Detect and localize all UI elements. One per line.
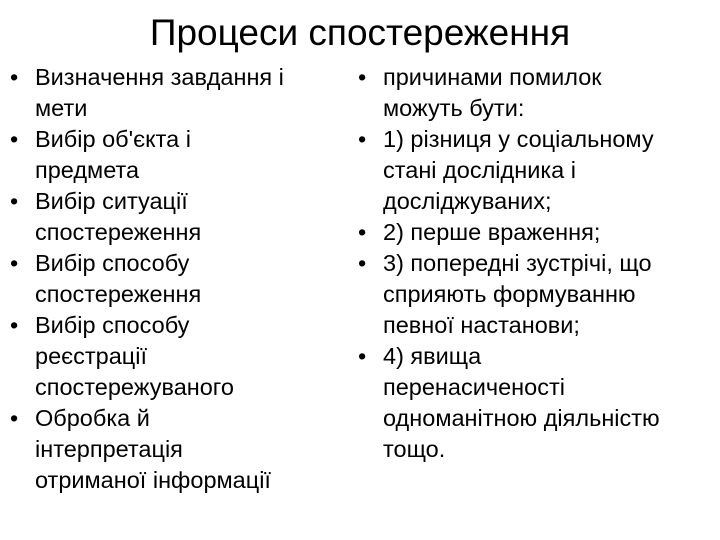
list-item-text-line: реєстрації xyxy=(35,343,147,369)
list-item-text-line: перенасиченості xyxy=(383,374,565,400)
list-item-text-line: досліджуваних; xyxy=(383,188,552,214)
bullet-icon: • xyxy=(10,312,19,338)
left-list-item xyxy=(10,248,350,310)
right-list-item xyxy=(358,62,716,124)
list-item-text-line: спостереження xyxy=(35,281,202,307)
list-item-text-line: предмета xyxy=(35,157,140,183)
left-list-item xyxy=(10,62,350,124)
list-item-text-line: Вибір способу xyxy=(35,250,190,276)
left-bullet-list xyxy=(10,62,350,496)
right-list-item xyxy=(358,248,716,341)
bullet-icon: • xyxy=(10,405,19,431)
list-item-text-line: інтерпретація xyxy=(35,436,183,462)
list-item-text-line: спостереження xyxy=(35,219,202,245)
list-item-text-line: тощо. xyxy=(383,436,446,462)
bullet-icon: • xyxy=(10,250,19,276)
bullet-icon: • xyxy=(10,64,19,90)
list-item-text-line: Вибір способу xyxy=(35,312,190,338)
left-list-item xyxy=(10,186,350,248)
list-item-text-line: Визначення завдання і xyxy=(35,64,284,90)
bullet-icon: • xyxy=(10,126,19,152)
slide-title: Процеси спостереження xyxy=(149,12,571,53)
list-item-text-line: причинами помилок xyxy=(383,64,602,90)
right-list-item xyxy=(358,217,716,248)
list-item-text-line: мети xyxy=(35,95,88,121)
list-item-text-line: можуть бути: xyxy=(383,95,525,121)
list-item-text-line: отриманої інформації xyxy=(35,467,271,493)
list-item-text-line: 1) різниця у соціальному xyxy=(383,126,654,152)
right-list-item xyxy=(358,124,716,217)
bullet-icon: • xyxy=(358,64,367,90)
list-item-text-line: певної настанови; xyxy=(383,312,580,338)
list-item-text-line: стані дослідника і xyxy=(383,157,576,183)
bullet-icon: • xyxy=(358,343,367,369)
list-item-text-line: спостережуваного xyxy=(35,374,234,400)
list-item-text-line: 4) явища xyxy=(383,343,482,369)
bullet-icon: • xyxy=(358,219,367,245)
bullet-icon: • xyxy=(10,188,19,214)
bullet-icon: • xyxy=(358,126,367,152)
list-item-text-line: Вибір ситуації xyxy=(35,188,188,214)
list-item-text-line: 3) попередні зустрічі, що xyxy=(383,250,652,276)
right-list-item xyxy=(358,341,716,465)
list-item-text-line: Обробка й xyxy=(35,405,150,431)
bullet-icon: • xyxy=(358,250,367,276)
left-list-item xyxy=(10,403,350,496)
list-item-text-line: сприяють формуванню xyxy=(383,281,636,307)
left-list-item xyxy=(10,124,350,186)
list-item-text-line: одноманітною діяльністю xyxy=(383,405,660,431)
left-list-item xyxy=(10,310,350,403)
list-item-text-line: 2) перше враження; xyxy=(383,219,601,245)
list-item-text-line: Вибір об'єкта і xyxy=(35,126,191,152)
right-bullet-list xyxy=(358,62,716,465)
